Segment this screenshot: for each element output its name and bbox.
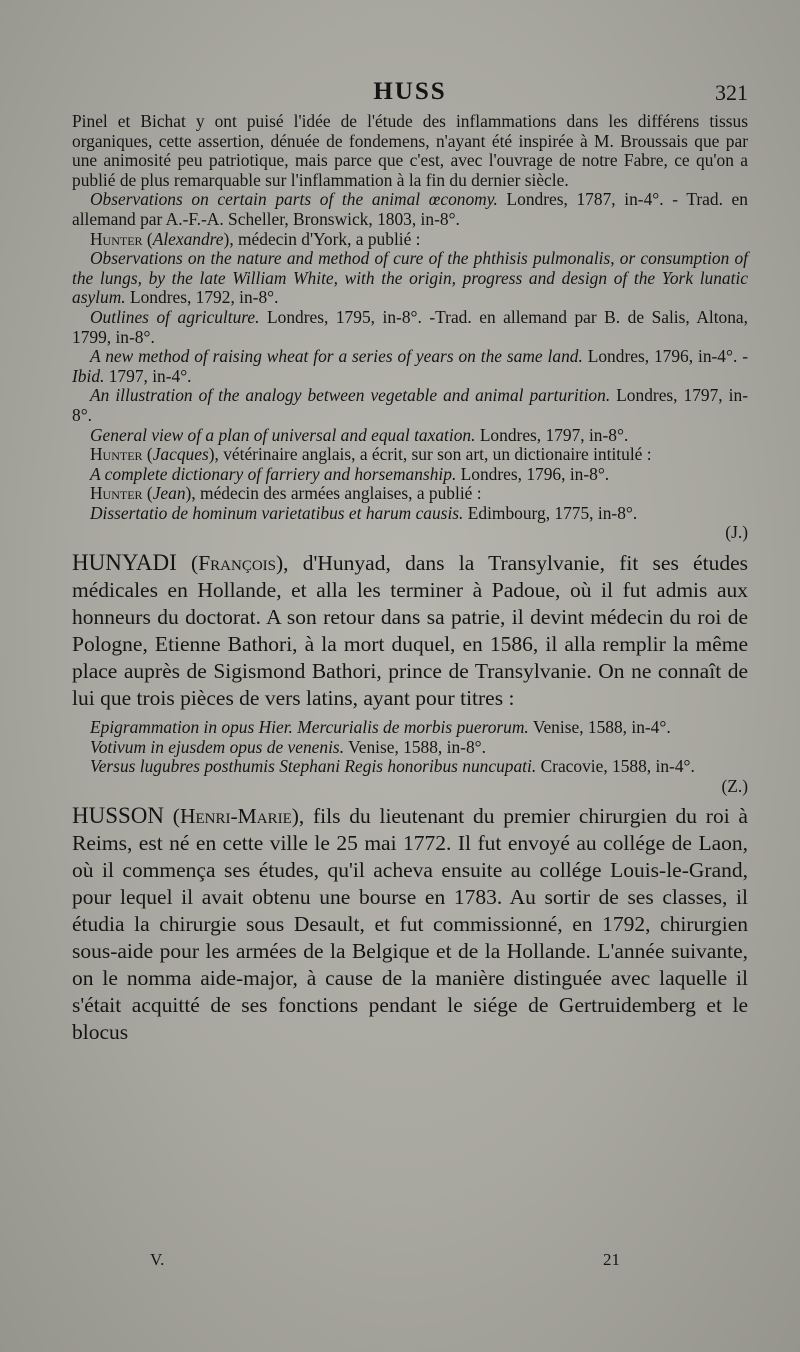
entry-surname: Hunter	[90, 483, 143, 504]
bibliography-item	[72, 718, 748, 738]
husson-text: HUSSON (Henri-Marie), fils du lieutenant du premier chirurgien du roi à Reims, est né en cette ville le 25 mai 1772. Il fut envoyé au collége de Laon, où il commença ses études, qu'il acheva ensuite au collége Louis-le-Grand, pour lequel il avait obtenu une bourse en 1783. Au sortir de ses classes, il étudia la chirurgie sous Desault, et fut commissionné, en 1792, chirurgien sous-aide pour les armées de la Belgique et de la Hollande. L'année suivante, on le nomma aide-major, à cause de la manière distinguée avec laquelle il s'était acquitté de ses fonctions pendant le siége de Gertruidemberg et le blocus	[72, 803, 748, 1045]
entry-intro: , médecin d'York, a publié :	[229, 228, 421, 249]
work-publication: Edimbourg, 1775, in-8°.	[467, 502, 638, 523]
entry-forename: Jean	[152, 483, 186, 504]
entry-body: , d'Hunyad, dans la Transylvanie, fit ses études médicales en Hollande, et alla les terminer à Padoue, où il fut admis aux honneurs du doctorat. A son retour dans sa patrie, il devint médecin du roi de Pologne, Etienne Bathori, à la mort duquel, en 1586, il alla remplir la même place auprès de Sigismond Bathori, prince de Transylvanie. On ne connaît de lui que trois pièces de vers latins, ayant pour titres :	[72, 551, 748, 711]
work-publication: Londres, 1792, in-8°.	[129, 287, 279, 308]
bibliography-item	[72, 347, 748, 386]
work-publication: Londres, 1797, in-8°.	[72, 385, 748, 425]
entry-surname: Hunter	[90, 228, 143, 249]
signature-mark: V.	[150, 1250, 165, 1269]
work-publication: Venise, 1588, in-8°.	[348, 736, 486, 757]
entry-husson	[72, 802, 748, 1046]
bibliography-item	[72, 190, 748, 229]
work-title: Votivum in ejusdem opus de venenis.	[90, 736, 345, 757]
work-publication: Londres, 1787, in-4°. - Trad. en allemand par A.-F.-A. Scheller, Bronswick, 1803, in-8°.	[72, 189, 748, 229]
hunter-entries	[72, 112, 748, 543]
work-title: Outlines of agriculture.	[90, 306, 260, 327]
bibliography-item	[72, 465, 748, 485]
entry-hunter-jean: Hunter (Jean), médecin des armées anglaises, a publié :	[90, 483, 482, 504]
entry-forename: Alexandre	[152, 228, 224, 249]
page-number: 321	[715, 80, 748, 105]
hunyadi-works	[72, 718, 748, 796]
ibid-marker: Ibid.	[72, 365, 105, 386]
hunter-john-continuation: Pinel et Bichat y ont puisé l'idée de l'étude des inflammations dans les différens tissus organiques, cette assertion, dénuée de fondemens, n'ayant été inspirée à M. Broussais que par une animosité peu patriotique, mais parce que c'est, avec l'ouvrage de notre Fabre, ce qu'on a publié de plus remarquable sur l'inflammation à la fin du dernier siècle.	[72, 111, 748, 190]
work-publication: Londres, 1796, in-8°.	[460, 463, 610, 484]
bibliography-item	[72, 757, 748, 777]
work-publication: Londres, 1795, in-8°. -Trad. en allemand par B. de Salis, Altona, 1799, in-8°.	[72, 306, 748, 347]
bibliography-item	[72, 386, 748, 425]
bibliography-item	[72, 249, 748, 308]
running-title: HUSS	[373, 78, 447, 105]
entry-surname: Hunter	[90, 444, 143, 465]
bibliography-item	[72, 308, 748, 347]
work-title: Versus lugubres posthumis Stephani Regis honoribus nuncupati.	[90, 756, 537, 777]
author-signature: (Z.)	[721, 775, 748, 796]
entry-surname: HUNYADI	[72, 550, 177, 576]
bibliography-item	[72, 426, 748, 446]
author-signature: (J.)	[725, 522, 748, 543]
work-publication-2: 1797, in-4°.	[108, 365, 192, 386]
work-publication: Londres, 1796, in-4°. -	[587, 346, 748, 367]
entry-forename: Jacques	[152, 444, 209, 465]
page-header	[72, 78, 748, 112]
entry-hunter-alexandre: Hunter (Alexandre), médecin d'York, a publié :	[90, 228, 421, 249]
entry-intro: , médecin des armées anglaises, a publié :	[191, 483, 482, 504]
bibliography-item	[72, 504, 748, 524]
work-publication: Cracovie, 1588, in-4°.	[540, 756, 695, 777]
work-title: General view of a plan of universal and equal taxation.	[90, 424, 476, 445]
hunyadi-text: HUNYADI (François), d'Hunyad, dans la Transylvanie, fit ses études médicales en Hollande, et alla les terminer à Padoue, où il fut admis aux honneurs du doctorat. A son retour dans sa patrie, il devint médecin du roi de Pologne, Etienne Bathori, à la mort duquel, en 1586, il alla remplir la même place auprès de Sigismond Bathori, prince de Transylvanie. On ne connaît de lui que trois pièces de vers latins, ayant pour titres :	[72, 550, 748, 711]
entry-forename: François	[198, 551, 276, 576]
work-title: A complete dictionary of farriery and horsemanship.	[90, 463, 457, 484]
bibliography-item	[72, 738, 748, 758]
entry-hunyadi	[72, 549, 748, 712]
work-title: A new method of raising wheat for a series of years on the same land.	[90, 346, 583, 367]
entry-body: , fils du lieutenant du premier chirurgien du roi à Reims, est né en cette ville le 25 mai 1772. Il fut envoyé au collége de Laon, où il commença ses études, qu'il acheva ensuite au collége Louis-le-Grand, pour lequel il avait obtenu une bourse en 1783. Au sortir de ses classes, il étudia la chirurgie sous Desault, et fut commissionné, en 1792, chirurgien sous-aide pour les armées de la Belgique et de la Hollande. L'année suivante, on le nomma aide-major, à cause de la manière distinguée avec laquelle il s'était acquitté de ses fonctions pendant le siége de Gertruidemberg et le blocus	[72, 804, 748, 1045]
work-publication: Londres, 1797, in-8°.	[479, 424, 629, 445]
work-title: Observations on the nature and method of cure of the phthisis pulmonalis, or consumption of the lungs, by the late William White, with the origin, progress and design of the York lunatic asylum.	[72, 248, 748, 308]
work-title: Epigrammation in opus Hier. Mercurialis de morbis puerorum.	[90, 717, 529, 738]
gathering-folio: 21	[603, 1250, 620, 1269]
entry-hunter-jacques: Hunter (Jacques), vétérinaire anglais, a écrit, sur son art, un dictionaire intitulé :	[90, 444, 652, 465]
work-publication: Venise, 1588, in-4°.	[532, 717, 671, 738]
work-title: Observations on certain parts of the animal œconomy.	[90, 189, 498, 210]
entry-surname: HUSSON	[72, 803, 165, 829]
work-title: Dissertatio de hominum varietatibus et harum causis.	[90, 502, 464, 523]
entry-forename: Henri-Marie	[179, 804, 292, 829]
entry-intro: , vétérinaire anglais, a écrit, sur son art, un dictionaire intitulé :	[214, 444, 652, 465]
work-title: An illustration of the analogy between vegetable and animal parturition.	[90, 385, 611, 406]
